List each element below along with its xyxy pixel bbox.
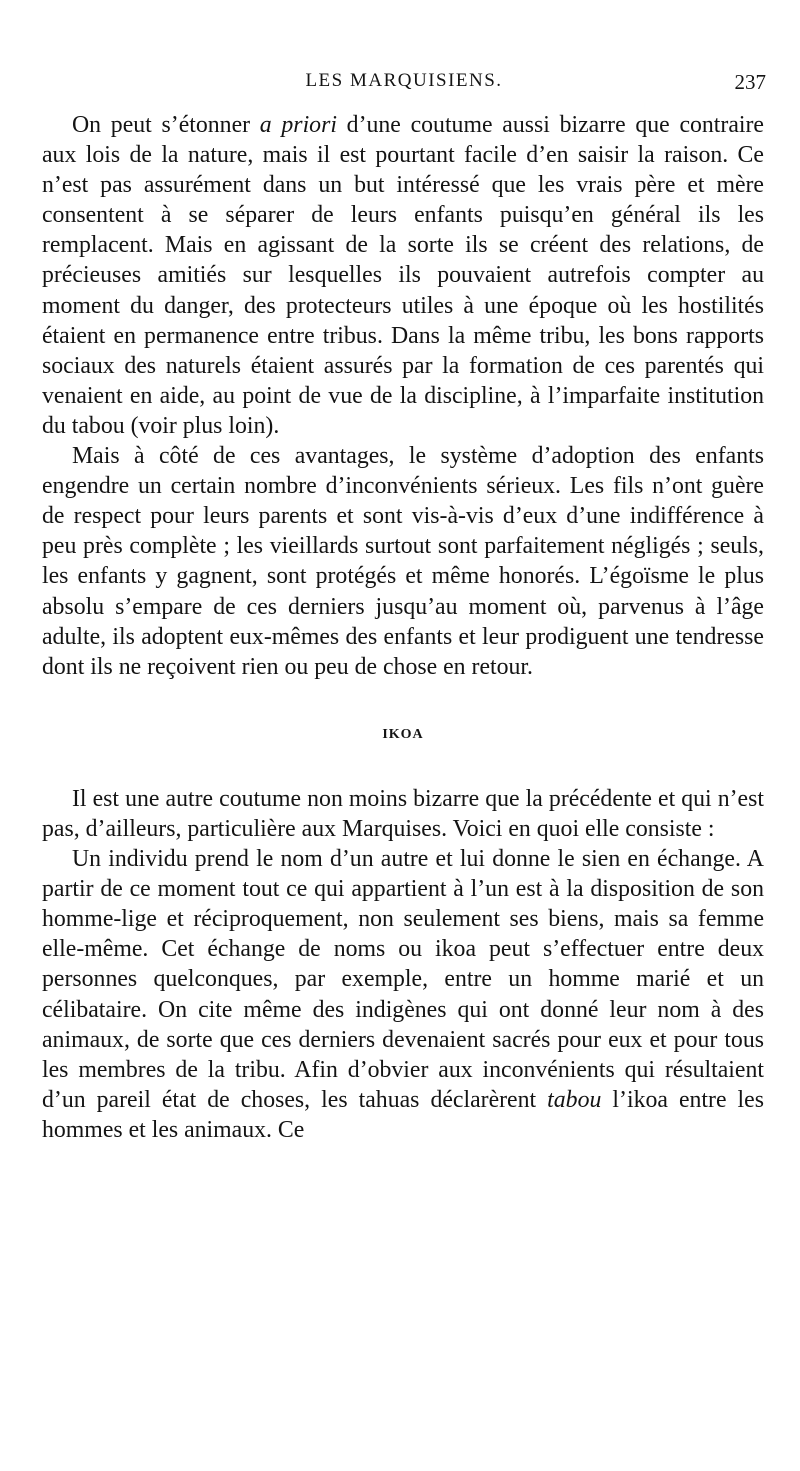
paragraph <box>42 844 764 1145</box>
page-number: 237 <box>734 70 766 94</box>
italic-term: tabou <box>547 1086 602 1113</box>
paragraph: Il est une autre coutume non moins bizarre que la précédente et qui n’est pas, d’ailleurs, particulière aux Marquises. Voici en quoi elle consiste : <box>42 785 764 842</box>
paragraph-text: l’ikoa entre les hommes et les animaux. Ce <box>42 1086 764 1143</box>
paragraph-text: On peut s’étonner <box>72 112 260 138</box>
paragraph <box>42 110 764 441</box>
italic-term: a priori <box>259 112 337 138</box>
page-header <box>42 70 766 100</box>
paragraph-text: d’une coutume aussi bizarre que contraire aux lois de la nature, mais il est pourtant facile d’en saisir la raison. Ce n’est pas assurément dans un but intéressé que les vrais père et mère consentent à se séparer de leurs enfants puisqu’en général ils les remplacent. Mais en agissant de la sorte ils se créent des relations, de précieuses amitiés sur lesquelles ils pouvaient autrefois compter au moment du danger, des protecteurs utiles à une époque où les hostilités étaient en permanence entre tribus. Dans la même tribu, les bons rapports sociaux des naturels étaient assurés par la formation de ces parentés qui venaient en aide, au point de vue de la discipline, à l’imparfaite institution du tabou (voir plus loin). <box>42 112 764 439</box>
running-title: LES MARQUISIENS. <box>305 70 503 91</box>
paragraph: Mais à côté de ces avantages, le système d’adoption des enfants engendre un certain nombre d’inconvénients sérieux. Les fils n’ont guère de respect pour leurs parents et sont vis-à-vis d’eux d’une indifférence à peu près complète ; les vieillards surtout sont parfaitement négligés ; seuls, les enfants y gagnent, sont protégés et même honorés. L’égoïsme le plus absolu s’empare de ces derniers jusqu’au moment où, parvenus à l’âge adulte, ils adoptent eux-mêmes des enfants et leur prodiguent une tendresse dont ils ne reçoivent rien ou peu de chose en retour. <box>42 443 764 680</box>
body-text <box>42 110 764 1145</box>
paragraph-text: Un individu prend le nom d’un autre et lui donne le sien en échange. A partir de ce moment tout ce qui appartient à l’un est à la disposition de son homme-lige et réciproquement, non seulement ses biens, mais sa femme elle-même. Cet échange de noms ou ikoa peut s’effectuer entre deux personnes quelconques, par exemple, entre un homme marié et un célibataire. On cite même des indigènes qui ont donné leur nom à des animaux, de sorte que ces derniers devenaient sacrés pour eux et pour tous les membres de la tribu. Afin d’obvier aux inconvénients qui résultaient d’un pareil état de choses, les tahuas déclarèrent <box>42 846 764 1113</box>
section-heading: IKOA <box>382 726 424 742</box>
